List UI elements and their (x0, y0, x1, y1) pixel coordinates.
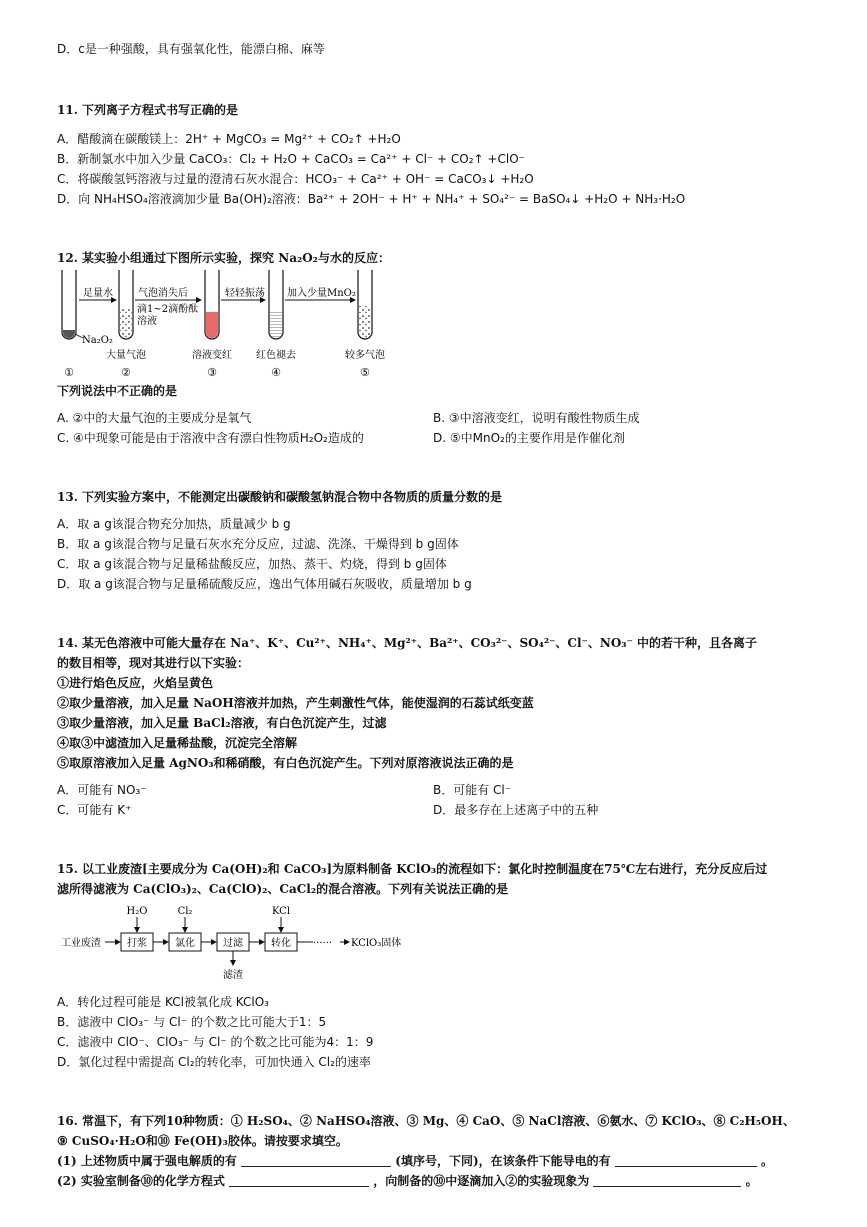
q16-part-1-text-a: (1) 上述物质中属于强电解质的有 (57, 1154, 237, 1168)
q10-option-d: D．c是一种强酸，具有强氧化性，能漂白棉、麻等 (57, 42, 325, 56)
test-tube-4 (269, 270, 283, 339)
q12-stem: 12. 某实验小组通过下图所示实验，探究 Na₂O₂与水的反应： (57, 251, 390, 265)
caption-4: 红色褪去 (256, 350, 296, 361)
q14-option-a: A．可能有 NO₃⁻ (57, 783, 147, 797)
test-tube-3 (205, 270, 219, 339)
q13-stem: 13. 下列实验方案中，不能测定出碳酸钠和碳酸氢钠混合物中各物质的质量分数的是 (57, 490, 503, 504)
test-tube-5 (358, 270, 372, 339)
q14-stem-line1: 14. 某无色溶液中可能大量存在 Na⁺、K⁺、Cu²⁺、NH₄⁺、Mg²⁺、Ba²⁺、CO₃²⁻、SO₄²⁻、Cl⁻、NO₃⁻ 中的若干种，且各离子 (57, 636, 758, 650)
flow-output-3: 滤渣 (223, 970, 243, 981)
flow-input-1: H₂O (126, 906, 148, 917)
q15-option-a: A．转化过程可能是 KCl被氧化成 KClO₃ (57, 995, 269, 1009)
tube-number-3: ③ (207, 366, 217, 379)
flow-box-1-label: 打浆 (127, 938, 147, 949)
q16-answer-blank-equation[interactable] (229, 1174, 369, 1187)
q11-option-b: B．新制氯水中加入少量 CaCO₃：Cl₂ + H₂O + CaCO₃ = Ca²⁺ + Cl⁻ + CO₂↑ +ClO⁻ (57, 152, 525, 166)
flow-box-3-label: 过滤 (223, 938, 243, 949)
step-label-3: 轻轻振荡 (225, 288, 265, 299)
q13-option-c: C．取 a g该混合物与足量稀盐酸反应，加热、蒸干、灼烧，得到 b g固体 (57, 557, 447, 571)
q14-step-3: ③取少量溶液，加入足量 BaCl₂溶液，有白色沉淀产生，过滤 (57, 716, 387, 730)
flow-input-4: KCl (271, 906, 291, 917)
q13-option-b: B．取 a g该混合物与足量石灰水充分反应，过滤、洗涤、干燥得到 b g固体 (57, 537, 459, 551)
step-label-4: 加入少量MnO₂ (287, 288, 356, 299)
q14-option-b: B．可能有 Cl⁻ (433, 783, 512, 797)
flow-input-2: Cl₂ (177, 906, 193, 917)
q14-step-5: ⑤取原溶液加入足量 AgNO₃和稀硝酸，有白色沉淀产生。下列对原溶液说法正确的是 (57, 756, 514, 770)
q16-part-2 (57, 1173, 758, 1189)
q16-answer-blank-strong-electrolytes[interactable] (241, 1154, 391, 1167)
tube-number-4: ④ (271, 366, 281, 379)
q15-stem-line1: 15. 以工业废渣[主要成分为 Ca(OH)₂和 CaCO₃]为原料制备 KClO₃的流程如下：氯化时控制温度在75℃左右进行，充分反应后过 (57, 862, 768, 876)
q12-experiment-figure (55, 266, 395, 382)
q12-option-d: D. ⑤中MnO₂的主要作用是作催化剂 (433, 431, 625, 445)
q15-option-b: B．滤液中 ClO₃⁻ 与 Cl⁻ 的个数之比可能大于1：5 (57, 1015, 327, 1029)
q14-stem-line2: 的数目相等，现对其进行以下实验： (57, 656, 250, 670)
q13-option-a: A．取 a g该混合物充分加热，质量减少 b g (57, 517, 291, 531)
q16-part-2-text-c: 。 (745, 1174, 758, 1188)
tube-number-2: ② (121, 366, 131, 379)
tube-number-5: ⑤ (360, 366, 370, 379)
q16-part-2-text-b: ，向制备的⑩中逐滴加入②的实验现象为 (373, 1174, 590, 1188)
q16-stem-line1: 16. 常温下，有下列10种物质：① H₂SO₄、② NaHSO₄溶液、③ Mg、④ CaO、⑤ NaCl溶液、⑥氨水、⑦ KClO₃、⑧ C₂H₅OH、 (57, 1114, 795, 1128)
step-label-2b: 滴1~2滴酚酞 (137, 304, 199, 315)
q14-step-1: ①进行焰色反应，火焰呈黄色 (57, 676, 214, 690)
q16-answer-blank-phenomenon[interactable] (593, 1174, 741, 1187)
q16-answer-blank-conductive[interactable] (615, 1154, 757, 1167)
q14-option-d: D．最多存在上述离子中的五种 (433, 803, 599, 817)
flow-dots: ······ (313, 938, 333, 949)
q14-option-c: C．可能有 K⁺ (57, 803, 132, 817)
q12-option-a: A. ②中的大量气泡的主要成分是氧气 (57, 411, 252, 425)
q16-part-2-text-a: (2) 实验室制备⑩的化学方程式 (57, 1174, 225, 1188)
q15-option-d: D．氯化过程中需提高 Cl₂的转化率，可加快通入 Cl₂的速率 (57, 1055, 371, 1069)
q12-substem: 下列说法中不正确的是 (57, 384, 178, 398)
q13-option-d: D．取 a g该混合物与足量稀硫酸反应，逸出气体用碱石灰吸收，质量增加 b g (57, 577, 472, 591)
q14-step-2: ②取少量溶液，加入足量 NaOH溶液并加热，产生刺激性气体，能使湿润的石蕊试纸变蓝 (57, 696, 534, 710)
q15-option-c: C．滤液中 ClO⁻、ClO₃⁻ 与 Cl⁻ 的个数之比可能为4：1：9 (57, 1035, 374, 1049)
q16-part-1-text-c: 。 (761, 1154, 774, 1168)
test-tube-1 (62, 270, 76, 339)
caption-2: 大量气泡 (106, 350, 146, 361)
step-label-1: 足量水 (83, 288, 113, 299)
q11-option-d: D．向 NH₄HSO₄溶液滴加少量 Ba(OH)₂溶液：Ba²⁺ + 2OH⁻ + H⁺ + NH₄⁺ + SO₄²⁻ = BaSO₄↓ +H₂O + NH₃·H₂O (57, 192, 686, 206)
test-tube-2 (119, 270, 133, 339)
flow-box-2-label: 氯化 (175, 938, 195, 949)
flow-start: 工业废渣 (61, 938, 101, 949)
q11-option-c: C．将碳酸氢钙溶液与过量的澄清石灰水混合：HCO₃⁻ + Ca²⁺ + OH⁻ = CaCO₃↓ +H₂O (57, 172, 534, 186)
q15-flowchart (55, 900, 435, 986)
step-label-2a: 气泡消失后 (138, 288, 188, 299)
q11-stem: 11. 下列离子方程式书写正确的是 (57, 103, 239, 117)
step-label-2c: 溶液 (137, 316, 157, 327)
tube-number-1: ① (64, 366, 74, 379)
label-na2o2: Na₂O₂ (82, 335, 113, 346)
q11-option-a: A．醋酸滴在碳酸镁上：2H⁺ + MgCO₃ = Mg²⁺ + CO₂↑ +H₂O (57, 132, 401, 146)
q12-option-c: C. ④中现象可能是由于溶液中含有漂白性物质H₂O₂造成的 (57, 431, 364, 445)
caption-3: 溶液变红 (192, 350, 232, 361)
q16-part-1 (57, 1153, 773, 1169)
q12-option-b: B. ③中溶液变红，说明有酸性物质生成 (433, 411, 640, 425)
q15-stem-line2: 滤所得滤液为 Ca(ClO₃)₂、Ca(ClO)₂、CaCl₂的混合溶液。下列有关说法正确的是 (57, 882, 509, 896)
q14-step-4: ④取③中滤渣加入足量稀盐酸，沉淀完全溶解 (57, 736, 298, 750)
q16-part-1-text-b: (填序号，下同)，在该条件下能导电的有 (395, 1154, 611, 1168)
q16-stem-line2: ⑨ CuSO₄·H₂O和⑩ Fe(OH)₃胶体。请按要求填空。 (57, 1134, 348, 1148)
caption-5: 较多气泡 (345, 350, 385, 361)
flow-end: KClO₃固体 (351, 938, 402, 949)
flow-box-4-label: 转化 (271, 938, 291, 949)
